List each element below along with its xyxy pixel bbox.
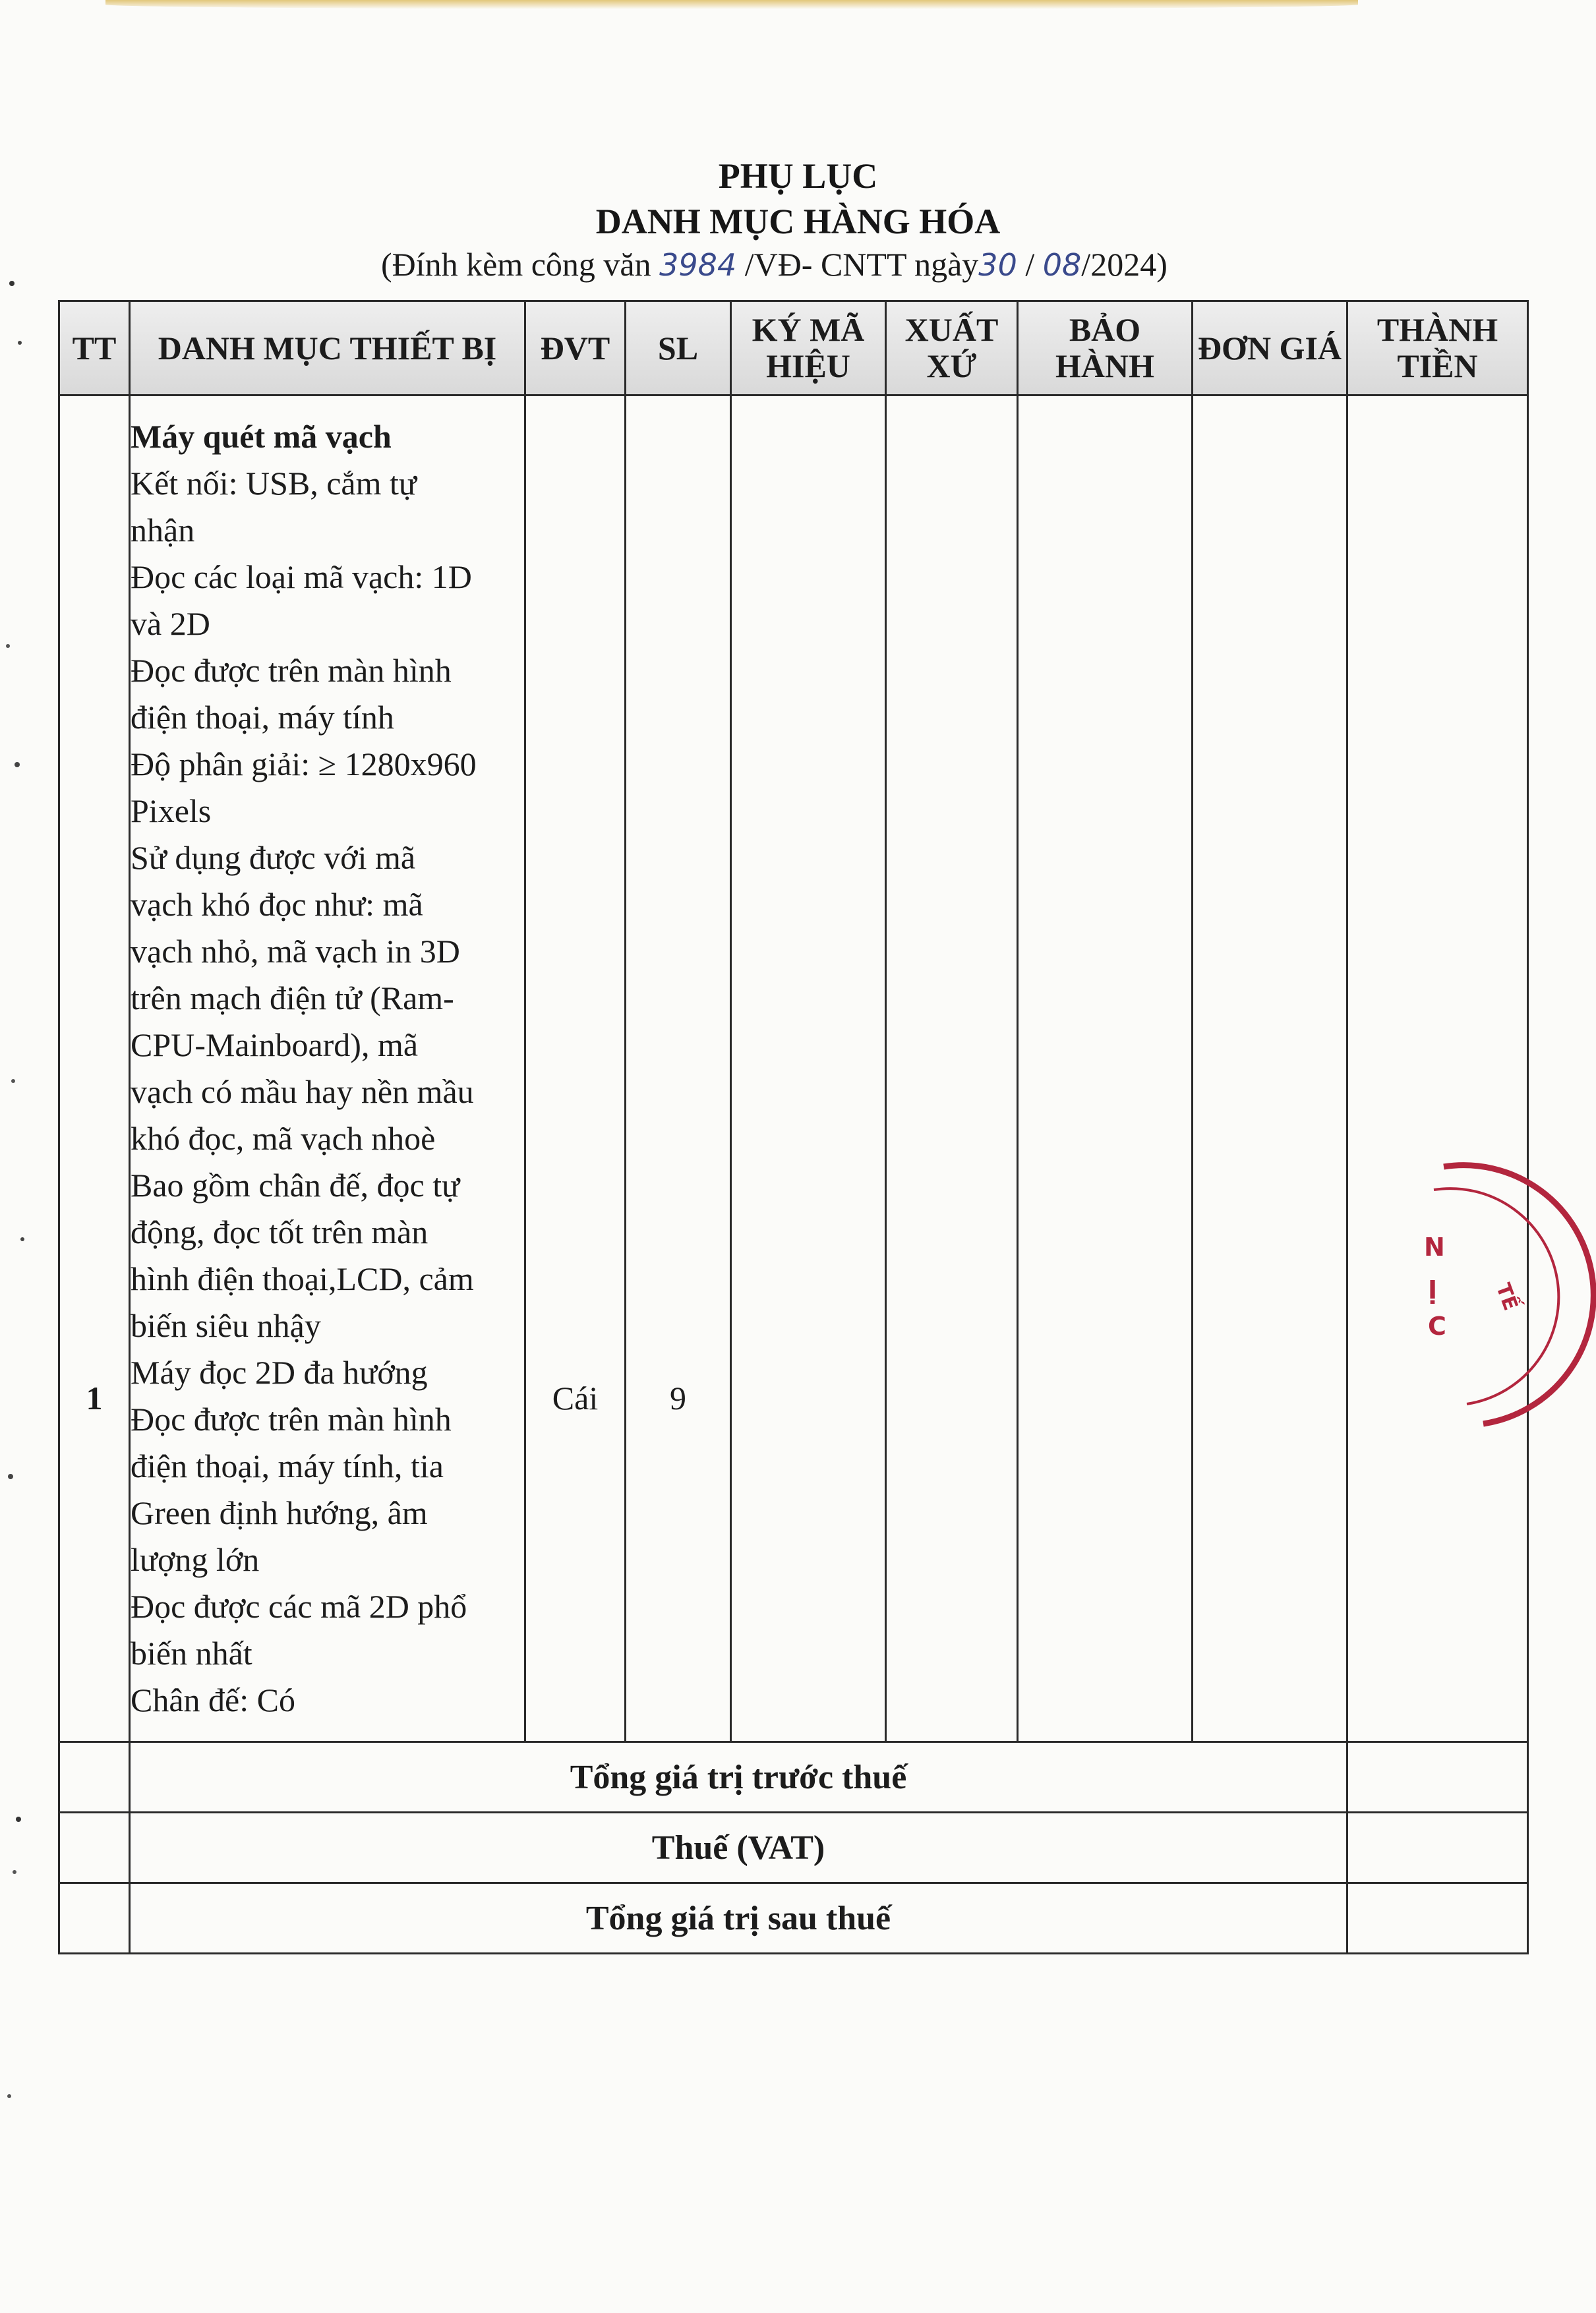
spec-line: vạch có mầu hay nền mầu <box>131 1073 474 1110</box>
spec-lines <box>131 460 524 1724</box>
handwritten-month: 08 <box>1042 247 1082 283</box>
warranty-cell <box>1018 395 1193 1742</box>
spec-line: Máy đọc 2D đa hướng <box>131 1354 428 1391</box>
summary-label: Tổng giá trị trước thuế <box>130 1742 1347 1813</box>
reference-middle: /VĐ- CNTT ngày <box>736 246 979 283</box>
summary-row-pretax <box>59 1742 1528 1813</box>
spec-line: biến siêu nhậy <box>131 1307 321 1344</box>
unit-price-cell <box>1193 395 1347 1742</box>
unit-value: Cái <box>552 1380 599 1417</box>
header-cell-equipment: DANH MỤC THIẾT BỊ <box>130 301 525 395</box>
seal-fragment: C <box>1428 1312 1446 1341</box>
reference-prefix: (Đính kèm công văn <box>381 246 660 283</box>
spec-line: điện thoại, máy tính, tia <box>131 1448 444 1484</box>
spec-line: nhận <box>131 512 195 548</box>
header-cell-unit-price: ĐƠN GIÁ <box>1193 301 1347 395</box>
reference-suffix: /2024) <box>1081 246 1167 283</box>
origin-cell <box>886 395 1018 1742</box>
spec-line: CPU-Mainboard), mã <box>131 1026 419 1063</box>
model-cell <box>731 395 886 1742</box>
paper-top-stain <box>105 0 1358 9</box>
seal-fragment: Ị <box>1428 1275 1438 1304</box>
summary-blank-cell <box>59 1742 130 1813</box>
table-header-row <box>59 301 1528 395</box>
equipment-spec-cell <box>130 395 525 1742</box>
spec-line: khó đọc, mã vạch nhoè <box>131 1120 436 1157</box>
handwritten-dispatch-number: 3984 <box>659 247 737 283</box>
header-cell-origin: XUẤT XỨ <box>886 301 1018 395</box>
spec-line: vạch khó đọc như: mã <box>131 886 423 923</box>
row-number-cell <box>59 395 130 1742</box>
table-row <box>59 395 1528 1742</box>
spec-line: Độ phân giải: ≥ 1280x960 <box>131 746 477 782</box>
spec-line: lượng lớn <box>131 1541 260 1578</box>
spec-line: Đọc được trên màn hình <box>131 652 452 689</box>
spec-line: Bao gồm chân đế, đọc tự <box>131 1167 460 1204</box>
amount-cell <box>1347 395 1528 1742</box>
spec-line: động, đọc tốt trên màn <box>131 1214 429 1250</box>
equipment-name: Máy quét mã vạch <box>131 418 392 455</box>
spec-line: Pixels <box>131 792 212 829</box>
date-separator: / <box>1017 246 1043 283</box>
document-subtitle: DANH MỤC HÀNG HÓA <box>595 202 1001 241</box>
summary-row-total <box>59 1883 1528 1954</box>
spec-line: biến nhất <box>131 1635 252 1672</box>
spec-line: vạch nhỏ, mã vạch in 3D <box>131 933 460 970</box>
summary-blank-cell <box>59 1883 130 1954</box>
header-cell-warranty: BẢO HÀNH <box>1018 301 1193 395</box>
unit-cell <box>525 395 626 1742</box>
spec-line: Đọc được các mã 2D phổ <box>131 1588 467 1625</box>
header-cell-quantity: SL <box>626 301 731 395</box>
spec-line: Đọc được trên màn hình <box>131 1401 452 1438</box>
spec-line: và 2D <box>131 605 210 642</box>
header-cell-tt: TT <box>59 301 130 395</box>
spec-line: hình điện thoại,LCD, cảm <box>131 1260 474 1297</box>
reference-line <box>381 245 1167 283</box>
spec-line: Kết nối: USB, cắm tự <box>131 465 417 502</box>
spec-line: Chân đế: Có <box>131 1682 295 1718</box>
seal-fragment: TẾ <box>1491 1280 1522 1314</box>
spec-line: Sử dụng được với mã <box>131 839 416 876</box>
summary-value <box>1347 1742 1528 1813</box>
summary-label: Tổng giá trị sau thuế <box>130 1883 1347 1954</box>
document-title: PHỤ LỤC <box>718 156 878 196</box>
red-seal-stamp <box>1404 1154 1596 1437</box>
spec-line: Green định hướng, âm <box>131 1494 428 1531</box>
summary-blank-cell <box>59 1813 130 1883</box>
spec-line: điện thoại, máy tính <box>131 699 394 736</box>
summary-value <box>1347 1883 1528 1954</box>
header-cell-model: KÝ MÃ HIỆU <box>731 301 886 395</box>
summary-value <box>1347 1813 1528 1883</box>
quantity-cell <box>626 395 731 1742</box>
goods-table <box>58 300 1529 1954</box>
spec-line: Đọc các loại mã vạch: 1D <box>131 558 472 595</box>
seal-fragment: N <box>1424 1233 1445 1262</box>
header-cell-amount: THÀNH TIỀN <box>1347 301 1528 395</box>
header-cell-unit: ĐVT <box>525 301 626 395</box>
summary-row-vat <box>59 1813 1528 1883</box>
summary-label: Thuế (VAT) <box>130 1813 1347 1883</box>
handwritten-day: 30 <box>978 247 1017 283</box>
spec-line: trên mạch điện tử (Ram- <box>131 980 454 1016</box>
row-number: 1 <box>86 1380 103 1417</box>
quantity-value: 9 <box>670 1380 686 1417</box>
scan-noise <box>0 0 40 2313</box>
